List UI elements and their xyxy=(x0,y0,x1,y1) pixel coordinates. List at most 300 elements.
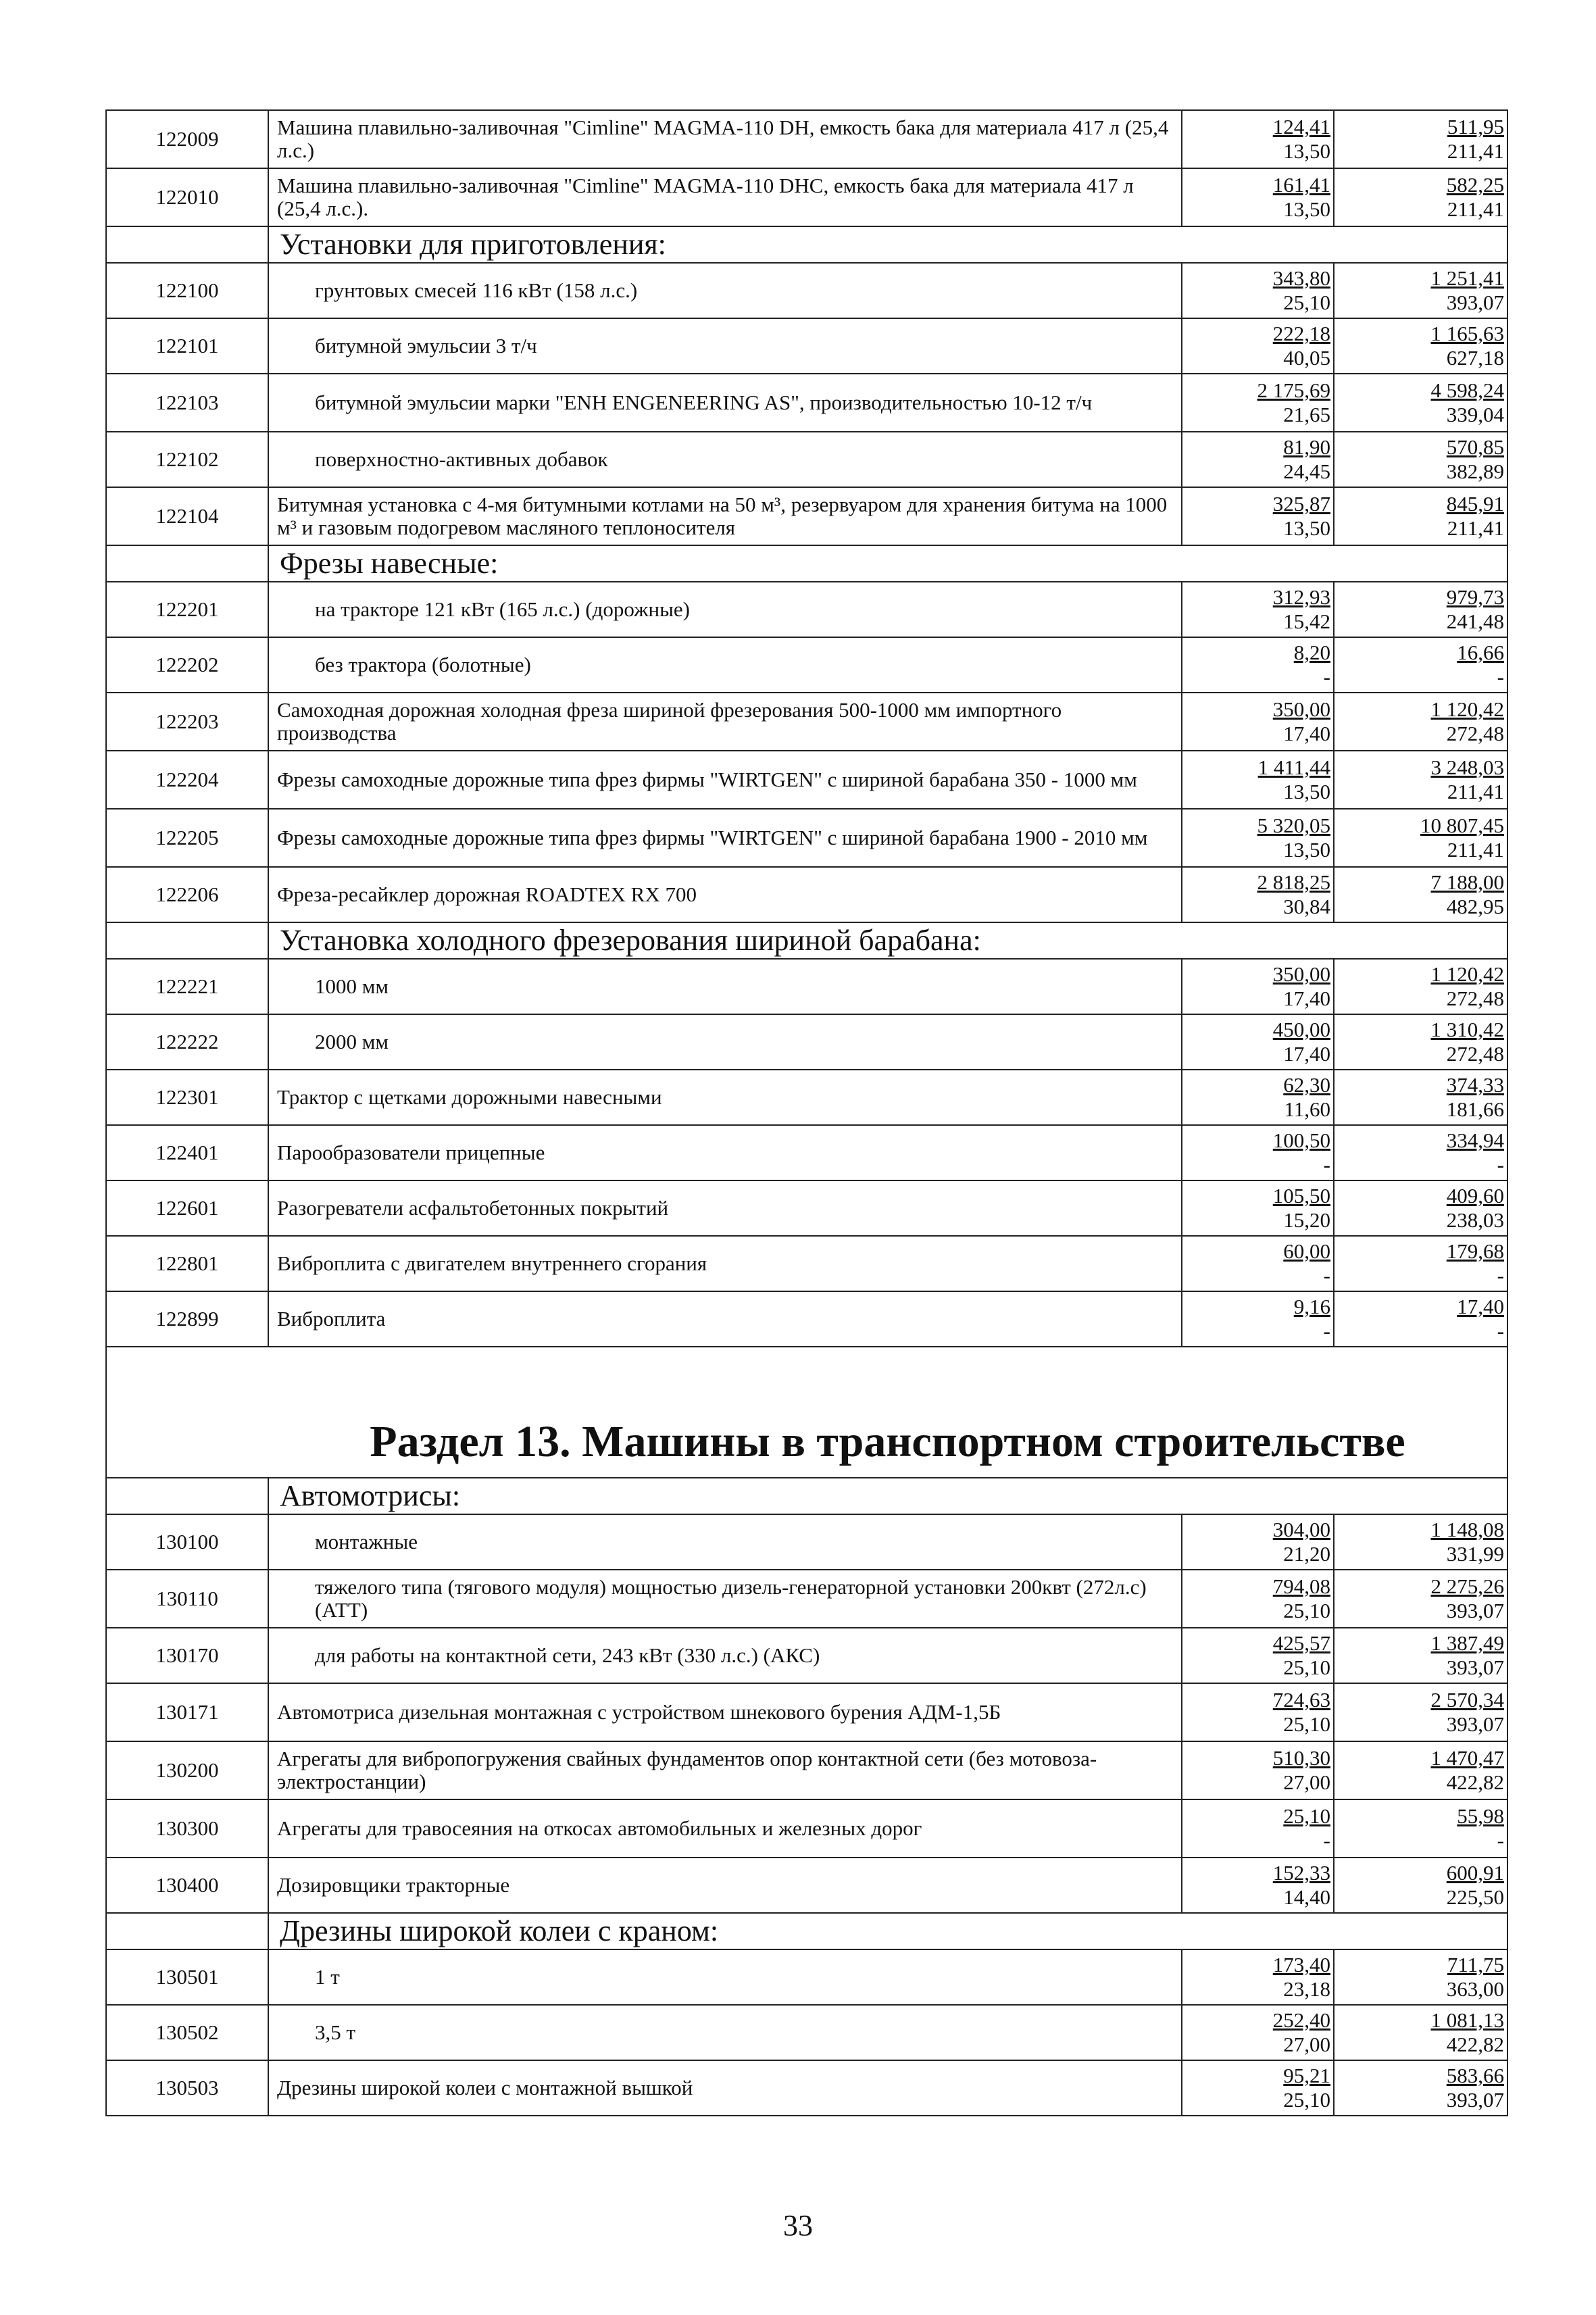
group-code-cell xyxy=(106,1478,268,1514)
spacer-cell xyxy=(1334,1799,1366,1858)
operator-rate: 17,40 xyxy=(1283,722,1330,745)
machine-price: 374,33 xyxy=(1446,1073,1504,1097)
item-name: Дозировщики тракторные xyxy=(268,1858,1182,1913)
operator-price: - xyxy=(1497,1319,1504,1343)
item-name: Трактор с щетками дорожными навесными xyxy=(268,1070,1182,1125)
machine-rate: 173,40 xyxy=(1272,1953,1330,1976)
rate-cell xyxy=(1182,374,1334,432)
spacer-cell xyxy=(1334,318,1366,374)
operator-price: 211,41 xyxy=(1447,838,1504,862)
table-row xyxy=(106,374,1507,432)
machine-rate: 350,00 xyxy=(1272,962,1330,986)
table-row xyxy=(106,1514,1507,1570)
item-code: 122601 xyxy=(106,1180,268,1236)
item-name: Фрезы самоходные дорожные типа фрез фирмы "WIRTGEN" с шириной барабана 1900 - 2010 мм xyxy=(268,809,1182,867)
machine-rate: 105,50 xyxy=(1272,1184,1330,1208)
table-row xyxy=(106,487,1507,545)
price-cell xyxy=(1366,1741,1507,1799)
price-cell xyxy=(1366,263,1507,318)
spacer-cell xyxy=(1334,110,1366,168)
operator-rate: 30,84 xyxy=(1283,895,1330,918)
page-number: 33 xyxy=(783,2209,813,2242)
spacer-cell xyxy=(1334,1741,1366,1799)
rate-cell xyxy=(1182,2060,1334,2116)
rate-cell xyxy=(1182,1291,1334,1347)
item-code: 122221 xyxy=(106,959,268,1014)
operator-rate: 13,50 xyxy=(1283,197,1330,221)
operator-price: 238,03 xyxy=(1446,1208,1504,1232)
operator-rate: 21,20 xyxy=(1283,1542,1330,1566)
operator-price: 211,41 xyxy=(1447,139,1504,163)
price-cell xyxy=(1366,487,1507,545)
rate-cell xyxy=(1182,2005,1334,2060)
item-code: 122010 xyxy=(106,168,268,226)
machine-rate: 304,00 xyxy=(1272,1518,1330,1541)
operator-price: 181,66 xyxy=(1446,1097,1504,1121)
machine-rate: 425,57 xyxy=(1272,1631,1330,1655)
operator-price: 225,50 xyxy=(1446,1885,1504,1909)
rate-cell xyxy=(1182,432,1334,487)
machine-rate: 8,20 xyxy=(1293,641,1330,664)
rate-cell xyxy=(1182,751,1334,809)
operator-rate: - xyxy=(1323,1319,1330,1343)
item-name: Самоходная дорожная холодная фреза шириной фрезерования 500-1000 мм импортного производства xyxy=(268,693,1182,751)
machine-rate: 510,30 xyxy=(1272,1746,1330,1770)
item-name: Агрегаты для вибропогружения свайных фундаментов опор контактной сети (без мотовоза-электростанции) xyxy=(268,1741,1182,1799)
operator-rate: - xyxy=(1323,1264,1330,1287)
spacer-cell xyxy=(1334,1628,1366,1683)
operator-price: 241,48 xyxy=(1446,609,1504,633)
operator-rate: 13,50 xyxy=(1283,139,1330,163)
operator-rate: 27,00 xyxy=(1283,1770,1330,1794)
machine-price: 582,25 xyxy=(1446,173,1504,197)
item-code: 122206 xyxy=(106,867,268,922)
price-cell xyxy=(1366,751,1507,809)
table-row xyxy=(106,867,1507,922)
item-code: 122801 xyxy=(106,1236,268,1291)
table-row xyxy=(106,110,1507,168)
operator-rate: 25,10 xyxy=(1283,1656,1330,1679)
operator-rate: - xyxy=(1323,665,1330,689)
group-heading: Установки для приготовления: xyxy=(268,226,1507,263)
price-table-sheet xyxy=(105,109,1507,2116)
item-name: Машина плавильно-заливочная "Cimline" MAGMA-110 DH, емкость бака для материала 417 л (25,4 л.с.) xyxy=(268,110,1182,168)
rate-cell xyxy=(1182,168,1334,226)
item-name: 2000 мм xyxy=(268,1014,1182,1070)
operator-rate: - xyxy=(1323,1828,1330,1852)
table-row xyxy=(106,751,1507,809)
machine-rate: 350,00 xyxy=(1272,697,1330,721)
item-code: 130171 xyxy=(106,1683,268,1741)
table-row xyxy=(106,637,1507,693)
table-row xyxy=(106,1799,1507,1858)
price-cell xyxy=(1366,374,1507,432)
item-code: 122203 xyxy=(106,693,268,751)
spacer-cell xyxy=(1334,2005,1366,2060)
rate-cell xyxy=(1182,693,1334,751)
item-code: 122222 xyxy=(106,1014,268,1070)
operator-rate: 14,40 xyxy=(1283,1885,1330,1909)
group-code-cell xyxy=(106,1913,268,1949)
item-name: Парообразователи прицепные xyxy=(268,1125,1182,1180)
item-name: битумной эмульсии 3 т/ч xyxy=(268,318,1182,374)
machine-rate: 794,08 xyxy=(1272,1574,1330,1598)
rate-cell xyxy=(1182,1180,1334,1236)
item-code: 130501 xyxy=(106,1949,268,2005)
operator-price: 393,07 xyxy=(1446,1599,1504,1622)
spacer-cell xyxy=(1334,432,1366,487)
section-heading-row xyxy=(106,1347,1507,1478)
operator-price: 393,07 xyxy=(1446,2088,1504,2112)
spacer-cell xyxy=(1334,637,1366,693)
table-row xyxy=(106,582,1507,637)
machine-price: 1 120,42 xyxy=(1430,962,1504,986)
machine-price: 979,73 xyxy=(1446,585,1504,609)
item-code: 122204 xyxy=(106,751,268,809)
group-heading-row xyxy=(106,545,1507,582)
spacer-cell xyxy=(1334,1236,1366,1291)
table-row xyxy=(106,693,1507,751)
item-code: 130502 xyxy=(106,2005,268,2060)
rate-cell xyxy=(1182,110,1334,168)
operator-price: 272,48 xyxy=(1446,987,1504,1010)
machine-rate: 62,30 xyxy=(1283,1073,1330,1097)
machine-price: 7 188,00 xyxy=(1430,870,1504,894)
operator-rate: 40,05 xyxy=(1283,346,1330,370)
rate-cell xyxy=(1182,487,1334,545)
operator-rate: 17,40 xyxy=(1283,987,1330,1010)
spacer-cell xyxy=(1334,1180,1366,1236)
group-code-cell xyxy=(106,922,268,959)
operator-rate: 13,50 xyxy=(1283,780,1330,803)
group-code-cell xyxy=(106,545,268,582)
spacer-cell xyxy=(1334,263,1366,318)
item-name: Дрезины широкой колеи с монтажной вышкой xyxy=(268,2060,1182,2116)
table-row xyxy=(106,1014,1507,1070)
operator-price: 482,95 xyxy=(1446,895,1504,918)
item-code: 130400 xyxy=(106,1858,268,1913)
rate-cell xyxy=(1182,318,1334,374)
table-row xyxy=(106,263,1507,318)
spacer-cell xyxy=(1334,1070,1366,1125)
price-cell xyxy=(1366,432,1507,487)
item-name: Фреза-ресайклер дорожная ROADTEX RX 700 xyxy=(268,867,1182,922)
table-row xyxy=(106,2005,1507,2060)
rate-cell xyxy=(1182,1570,1334,1628)
operator-rate: 15,42 xyxy=(1283,609,1330,633)
rate-cell xyxy=(1182,959,1334,1014)
spacer-cell xyxy=(1334,1514,1366,1570)
machine-price: 1 387,49 xyxy=(1430,1631,1504,1655)
table-row xyxy=(106,1125,1507,1180)
item-code: 122205 xyxy=(106,809,268,867)
operator-rate: 11,60 xyxy=(1284,1097,1330,1121)
item-code: 122100 xyxy=(106,263,268,318)
item-name: без трактора (болотные) xyxy=(268,637,1182,693)
table-row xyxy=(106,168,1507,226)
machine-rate: 124,41 xyxy=(1272,115,1330,139)
machine-rate: 312,93 xyxy=(1272,585,1330,609)
machine-price: 511,95 xyxy=(1447,115,1504,139)
machine-rate: 450,00 xyxy=(1272,1018,1330,1041)
item-code: 122102 xyxy=(106,432,268,487)
operator-rate: 24,45 xyxy=(1283,459,1330,483)
price-cell xyxy=(1366,1858,1507,1913)
spacer-cell xyxy=(1334,693,1366,751)
operator-price: 393,07 xyxy=(1446,1656,1504,1679)
price-cell xyxy=(1366,1291,1507,1347)
machine-rate: 95,21 xyxy=(1283,2064,1330,2087)
spacer-cell xyxy=(1334,867,1366,922)
machine-price: 17,40 xyxy=(1457,1295,1504,1318)
operator-rate: - xyxy=(1323,1153,1330,1176)
spacer-cell xyxy=(1334,1570,1366,1628)
machine-price: 1 120,42 xyxy=(1430,697,1504,721)
rate-cell xyxy=(1182,1683,1334,1741)
group-heading-row xyxy=(106,1913,1507,1949)
table-row xyxy=(106,1628,1507,1683)
table-row xyxy=(106,1949,1507,2005)
machine-price: 2 275,26 xyxy=(1430,1574,1504,1598)
operator-rate: 25,10 xyxy=(1283,1712,1330,1736)
item-code: 122103 xyxy=(106,374,268,432)
item-name: Виброплита xyxy=(268,1291,1182,1347)
operator-price: 331,99 xyxy=(1446,1542,1504,1566)
rate-cell xyxy=(1182,1514,1334,1570)
price-cell xyxy=(1366,1799,1507,1858)
machine-rate: 252,40 xyxy=(1272,2008,1330,2032)
operator-price: 422,82 xyxy=(1446,2033,1504,2056)
item-name: Фрезы самоходные дорожные типа фрез фирмы "WIRTGEN" с шириной барабана 350 - 1000 мм xyxy=(268,751,1182,809)
machine-price: 845,91 xyxy=(1446,492,1504,516)
item-name: Автомотриса дизельная монтажная с устройством шнекового бурения АДМ-1,5Б xyxy=(268,1683,1182,1741)
table-row xyxy=(106,1570,1507,1628)
rate-cell xyxy=(1182,1949,1334,2005)
machine-rate: 2 818,25 xyxy=(1257,870,1330,894)
group-heading: Фрезы навесные: xyxy=(268,545,1507,582)
group-heading-row xyxy=(106,1478,1507,1514)
table-row xyxy=(106,2060,1507,2116)
operator-rate: 15,20 xyxy=(1283,1208,1330,1232)
item-code: 130170 xyxy=(106,1628,268,1683)
machine-price: 1 081,13 xyxy=(1430,2008,1504,2032)
machine-rate: 724,63 xyxy=(1272,1688,1330,1712)
table-row xyxy=(106,959,1507,1014)
operator-price: 382,89 xyxy=(1446,459,1504,483)
table-row xyxy=(106,1236,1507,1291)
machine-price: 10 807,45 xyxy=(1420,814,1504,837)
table-row xyxy=(106,1070,1507,1125)
operator-rate: 13,50 xyxy=(1283,516,1330,540)
machine-price: 2 570,34 xyxy=(1430,1688,1504,1712)
spacer-cell xyxy=(1334,1125,1366,1180)
item-name: грунтовых смесей 116 кВт (158 л.с.) xyxy=(268,263,1182,318)
operator-price: - xyxy=(1497,1264,1504,1287)
item-code: 130300 xyxy=(106,1799,268,1858)
machine-price: 1 165,63 xyxy=(1430,322,1504,345)
price-cell xyxy=(1366,2005,1507,2060)
machine-rate: 25,10 xyxy=(1283,1804,1330,1828)
price-cell xyxy=(1366,582,1507,637)
price-cell xyxy=(1366,637,1507,693)
rate-cell xyxy=(1182,1799,1334,1858)
price-cell xyxy=(1366,2060,1507,2116)
item-code: 122104 xyxy=(106,487,268,545)
rate-cell xyxy=(1182,1628,1334,1683)
item-name: для работы на контактной сети, 243 кВт (330 л.с.) (АКС) xyxy=(268,1628,1182,1683)
machine-price: 711,75 xyxy=(1447,1953,1504,1976)
machine-rate: 60,00 xyxy=(1283,1239,1330,1263)
item-code: 130200 xyxy=(106,1741,268,1799)
machine-rate: 2 175,69 xyxy=(1257,378,1330,402)
operator-rate: 21,65 xyxy=(1283,403,1330,426)
price-cell xyxy=(1366,1683,1507,1741)
group-heading: Автомотрисы: xyxy=(268,1478,1507,1514)
operator-rate: 25,10 xyxy=(1283,1599,1330,1622)
machine-rate: 9,16 xyxy=(1293,1295,1330,1318)
operator-rate: 25,10 xyxy=(1283,2088,1330,2112)
item-name: битумной эмульсии марки "ENH ENGENEERING AS", производительностью 10-12 т/ч xyxy=(268,374,1182,432)
operator-price: 272,48 xyxy=(1446,1042,1504,1066)
machine-price: 1 310,42 xyxy=(1430,1018,1504,1041)
item-name: Виброплита с двигателем внутреннего сгорания xyxy=(268,1236,1182,1291)
operator-rate: 23,18 xyxy=(1283,1977,1330,2001)
machine-price: 3 248,03 xyxy=(1430,755,1504,779)
section-code-cell xyxy=(106,1347,268,1478)
operator-rate: 13,50 xyxy=(1283,838,1330,862)
item-name: Битумная установка с 4-мя битумными котлами на 50 м³, резервуаром для хранения битума на 1000 м³ и газовым подогревом масляного теплоносителя xyxy=(268,487,1182,545)
item-name: монтажные xyxy=(268,1514,1182,1570)
rate-cell xyxy=(1182,1070,1334,1125)
item-code: 130100 xyxy=(106,1514,268,1570)
machine-price: 583,66 xyxy=(1446,2064,1504,2087)
item-code: 122101 xyxy=(106,318,268,374)
machine-price: 570,85 xyxy=(1446,435,1504,459)
machine-rate: 152,33 xyxy=(1272,1861,1330,1885)
table-row xyxy=(106,432,1507,487)
operator-price: 272,48 xyxy=(1446,722,1504,745)
table-row xyxy=(106,318,1507,374)
spacer-cell xyxy=(1334,1858,1366,1913)
item-name: Машина плавильно-заливочная "Cimline" MAGMA-110 DHC, емкость бака для материала 417 л (25,4 л.с.). xyxy=(268,168,1182,226)
item-code: 122009 xyxy=(106,110,268,168)
rate-cell xyxy=(1182,1236,1334,1291)
group-heading-row xyxy=(106,922,1507,959)
machine-rate: 343,80 xyxy=(1272,266,1330,290)
machine-price: 179,68 xyxy=(1446,1239,1504,1263)
group-heading: Установка холодного фрезерования шириной барабана: xyxy=(268,922,1507,959)
machine-price: 4 598,24 xyxy=(1430,378,1504,402)
rate-cell xyxy=(1182,809,1334,867)
item-name: 1 т xyxy=(268,1949,1182,2005)
price-cell xyxy=(1366,1570,1507,1628)
spacer-cell xyxy=(1334,1014,1366,1070)
item-name: 3,5 т xyxy=(268,2005,1182,2060)
spacer-cell xyxy=(1334,2060,1366,2116)
item-code: 122899 xyxy=(106,1291,268,1347)
price-cell xyxy=(1366,1514,1507,1570)
operator-rate: 17,40 xyxy=(1283,1042,1330,1066)
price-cell xyxy=(1366,1070,1507,1125)
item-name: 1000 мм xyxy=(268,959,1182,1014)
group-heading-row xyxy=(106,226,1507,263)
operator-price: 211,41 xyxy=(1447,780,1504,803)
machine-rate: 81,90 xyxy=(1283,435,1330,459)
item-code: 122401 xyxy=(106,1125,268,1180)
item-name: Агрегаты для травосеяния на откосах автомобильных и железных дорог xyxy=(268,1799,1182,1858)
item-code: 122201 xyxy=(106,582,268,637)
price-cell xyxy=(1366,1949,1507,2005)
rate-cell xyxy=(1182,867,1334,922)
item-name: на тракторе 121 кВт (165 л.с.) (дорожные) xyxy=(268,582,1182,637)
rate-cell xyxy=(1182,637,1334,693)
machine-rate: 325,87 xyxy=(1272,492,1330,516)
machine-rate: 161,41 xyxy=(1272,173,1330,197)
spacer-cell xyxy=(1334,1683,1366,1741)
machine-rate: 100,50 xyxy=(1272,1128,1330,1152)
group-code-cell xyxy=(106,226,268,263)
section-title: Раздел 13. Машины в транспортном строительстве xyxy=(268,1347,1507,1478)
operator-price: 393,07 xyxy=(1446,1712,1504,1736)
rate-cell xyxy=(1182,1741,1334,1799)
machine-rate: 1 411,44 xyxy=(1257,755,1330,779)
machine-rate: 5 320,05 xyxy=(1257,814,1330,837)
operator-price: 211,41 xyxy=(1447,516,1504,540)
machine-rate: 222,18 xyxy=(1272,322,1330,345)
price-cell xyxy=(1366,1180,1507,1236)
item-name: Разогреватели асфальтобетонных покрытий xyxy=(268,1180,1182,1236)
operator-price: 363,00 xyxy=(1446,1977,1504,2001)
spacer-cell xyxy=(1334,959,1366,1014)
table-row xyxy=(106,1291,1507,1347)
spacer-cell xyxy=(1334,751,1366,809)
machine-rates-table xyxy=(105,109,1508,2116)
spacer-cell xyxy=(1334,1291,1366,1347)
rate-cell xyxy=(1182,1125,1334,1180)
price-cell xyxy=(1366,110,1507,168)
group-heading: Дрезины широкой колеи с краном: xyxy=(268,1913,1507,1949)
item-code: 130110 xyxy=(106,1570,268,1628)
table-row xyxy=(106,1741,1507,1799)
operator-price: 393,07 xyxy=(1446,291,1504,314)
price-cell xyxy=(1366,168,1507,226)
spacer-cell xyxy=(1334,487,1366,545)
machine-price: 1 470,47 xyxy=(1430,1746,1504,1770)
machine-price: 1 148,08 xyxy=(1430,1518,1504,1541)
machine-price: 409,60 xyxy=(1446,1184,1504,1208)
price-cell xyxy=(1366,1236,1507,1291)
machine-price: 334,94 xyxy=(1446,1128,1504,1152)
price-cell xyxy=(1366,867,1507,922)
operator-price: 339,04 xyxy=(1446,403,1504,426)
price-cell xyxy=(1366,959,1507,1014)
operator-price: 422,82 xyxy=(1446,1770,1504,1794)
rate-cell xyxy=(1182,582,1334,637)
item-code: 130503 xyxy=(106,2060,268,2116)
spacer-cell xyxy=(1334,809,1366,867)
rate-cell xyxy=(1182,263,1334,318)
operator-rate: 27,00 xyxy=(1283,2033,1330,2056)
operator-price: - xyxy=(1497,665,1504,689)
table-row xyxy=(106,1858,1507,1913)
item-code: 122202 xyxy=(106,637,268,693)
spacer-cell xyxy=(1334,374,1366,432)
machine-price: 1 251,41 xyxy=(1430,266,1504,290)
operator-price: 211,41 xyxy=(1447,197,1504,221)
price-cell xyxy=(1366,809,1507,867)
operator-rate: 25,10 xyxy=(1283,291,1330,314)
price-cell xyxy=(1366,1014,1507,1070)
